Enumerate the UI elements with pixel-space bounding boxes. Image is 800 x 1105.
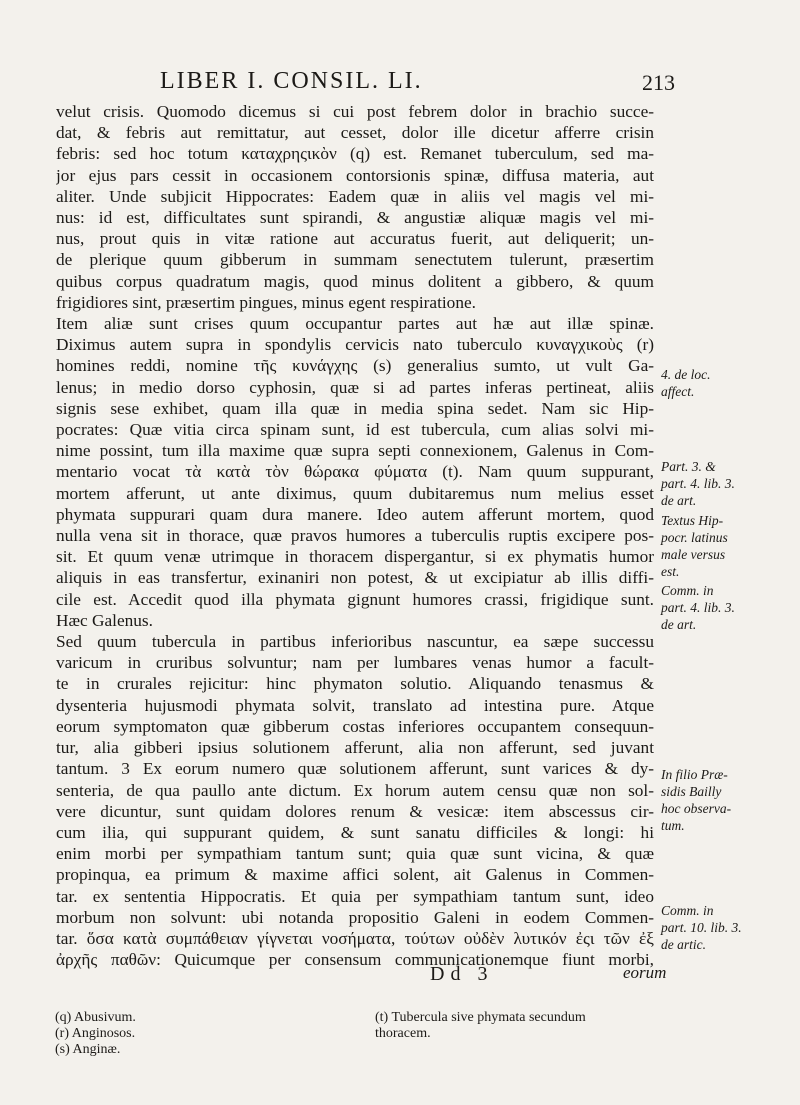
text-line: quibus corpus quadratum magis, quod minus dolitent a gibbero, & quum	[56, 271, 654, 291]
text-line: Diximus autem supra in spondylis cervicis nato tuberculo κυναγχικοὺς (r)	[56, 335, 654, 355]
text-line: mortem afferunt, ut ante diximus, quum dubitaremus num melius esset	[56, 483, 654, 503]
margin-note-line: de artic.	[661, 937, 706, 952]
footnote: (q) Abusivum.	[55, 1010, 136, 1025]
running-title: LIBER I. CONSIL. LI.	[160, 68, 423, 94]
margin-note-line: Comm. in	[661, 583, 714, 598]
text-line: vere dicuntur, sunt quidam dolores renum & vesicæ: item abscessus cir-	[56, 801, 654, 821]
text-line: tantum. 3 Ex eorum numero quæ solutionem afferunt, sunt varices & dy-	[56, 759, 654, 779]
margin-note-line: part. 4. lib. 3.	[661, 600, 735, 615]
margin-note-line: Part. 3. &	[661, 459, 716, 474]
margin-note-line: pocr. latinus	[661, 530, 728, 545]
text-line: homines reddi, nomine τῆς κυνάγχης (s) generalius sumto, ut vult Ga-	[56, 356, 654, 376]
text-line: de plerique quum gibberum in summam senectutem tulerunt, præsertim	[56, 250, 654, 270]
catchword: eorum	[623, 963, 667, 982]
text-line: tur, alia gibberi ipsius solutionem afferunt, alia non afferunt, sed juvant	[56, 738, 654, 758]
footnote: thoracem.	[375, 1026, 431, 1041]
signature-mark: Dd 3	[430, 963, 494, 985]
margin-note-line: 4. de loc.	[661, 367, 711, 382]
text-line: dat, & febris aut remittatur, aut cesset, dolor ille dicetur afferre crisin	[56, 123, 654, 143]
margin-note-line: In filio Præ-	[661, 767, 728, 782]
text-line: nime possint, tum illa maxime quæ supra septi connexionem, Galenus in Com-	[56, 441, 654, 461]
text-line: nulla vena sit in thorace, quæ pravos humores a tuberculis ruptis excipere pos-	[56, 526, 654, 546]
text-line: tar. ex sententia Hippocratis. Et quia per sympathiam tantum sunt, ideo	[56, 886, 654, 906]
margin-note-line: Textus Hip-	[661, 513, 724, 528]
margin-note-line: hoc observa-	[661, 801, 732, 816]
text-line: jor ejus pars cessit in occasionem contorsionis spinæ, diffusa materia, aut	[56, 165, 654, 185]
text-line: Item aliæ sunt crises quum occupantur partes aut hæ aut illæ spinæ.	[56, 314, 654, 334]
text-line: varicum in cruribus solvuntur; nam per lumbares venas humor a facult-	[56, 653, 654, 673]
text-line: febris: sed hoc totum καταχρηςικὸν (q) est. Remanet tuberculum, sed ma-	[56, 144, 654, 164]
text-line: frigidiores sint, præsertim pingues, minus egent respiratione.	[56, 292, 476, 312]
margin-note-line: part. 4. lib. 3.	[661, 476, 735, 491]
margin-note-line: part. 10. lib. 3.	[661, 920, 742, 935]
margin-note-line: sidis Bailly	[661, 784, 722, 799]
text-line: tar. ὅσα κατὰ συμπάθειαν γίγνεται νοσήματα, τούτων οὐδὲν λυτικόν ἐςι τῶν ἐξ	[56, 928, 654, 948]
margin-note-line: affect.	[661, 384, 695, 399]
margin-note	[661, 366, 711, 400]
text-line: Hæc Galenus.	[56, 610, 153, 630]
margin-note	[661, 512, 728, 580]
margin-note-line: male versus	[661, 547, 726, 562]
text-line: morbum non solvunt: ubi notanda propositio Galeni in eodem Commen-	[56, 907, 654, 927]
text-line: velut crisis. Quomodo dicemus si cui post febrem dolor in brachio succe-	[56, 102, 654, 121]
footnote: (s) Anginæ.	[55, 1042, 121, 1057]
text-line: sit. Et quum venæ utrimque in thoracem dispergantur, si ex phymatis humor	[56, 547, 654, 567]
margin-note	[661, 902, 742, 953]
text-line: dysenteria hujusmodi phymata solvit, translato ad intestina pure. Atque	[56, 695, 654, 715]
text-line: nus: id est, difficultates sunt spirandi, & angustiæ aliquæ magis vel mi-	[56, 208, 654, 228]
page-header	[40, 62, 675, 102]
margin-note-line: est.	[661, 564, 680, 579]
margin-note	[661, 582, 735, 633]
body-text	[56, 101, 654, 970]
text-line: aliquis in eas transfertur, exinaniri non potest, & ut excipiatur ab illis diffi-	[56, 568, 654, 588]
margin-note-line: tum.	[661, 818, 685, 833]
text-line: lenus; in medio dorso cyphosin, quæ si ad partes inferas pertineat, aliis	[56, 377, 654, 397]
text-line: mentario vocat τὰ κατὰ τὸν θώρακα φύματα (t). Nam quum suppurant,	[56, 462, 654, 482]
text-line: propinqua, ea primum & maxime affici solent, ait Galenus in Commen-	[56, 865, 654, 885]
margin-note-line: Comm. in	[661, 903, 714, 918]
text-line: senteria, de qua paullo ante dictum. Ex horum autem censu quæ non sol-	[56, 780, 654, 800]
text-line: te in crurales rejicitur: hinc phymaton solutio. Aliquando tenasmus &	[56, 674, 654, 694]
footnotes-left-column	[55, 1010, 136, 1058]
margin-note	[661, 458, 735, 509]
footnote: (r) Anginosos.	[55, 1026, 136, 1041]
text-line: cum ilia, qui suppurant quidem, & sunt sanatu difficiles & longi: hi	[56, 822, 654, 842]
footnote: (t) Tubercula sive phymata secundum	[375, 1010, 586, 1025]
text-line: ἀρχῆς παθῶν: Quicumque per consensum communicationemque fiunt morbi,	[56, 950, 654, 970]
text-line: cile est. Accedit quod illa phymata gignunt humores crassi, frigidique sunt.	[56, 589, 654, 609]
text-line: eorum symptomaton quæ gibberum costas inferiores occupantem consequun-	[56, 716, 654, 736]
text-line: phymata suppurari quam dura manere. Ideo autem afferunt mortem, quod	[56, 504, 654, 524]
margin-note	[661, 766, 731, 834]
text-line: signis sese exhibet, quam illa quæ in media spina sedet. Nam sic Hip-	[56, 398, 654, 418]
text-line: nus, prout quis in vitæ ratione aut accuratus fuerit, aut deliquerit; un-	[56, 229, 654, 249]
margin-note-line: de art.	[661, 617, 697, 632]
text-line: enim morbi per sympathiam tantum sunt; quia quæ sunt vicina, & quæ	[56, 844, 654, 864]
text-line: pocrates: Quæ vitia circa spinam sunt, id est tubercula, cum alias solvi mi-	[56, 420, 654, 440]
footnotes-right-column	[375, 1010, 675, 1042]
text-line: aliter. Unde subjicit Hippocrates: Eadem quæ in aliis vel magis vel mi-	[56, 186, 654, 206]
margin-note-line: de art.	[661, 493, 697, 508]
page-number: 213	[642, 70, 675, 95]
text-line: Sed quum tubercula in partibus inferioribus nascuntur, ea sæpe successu	[56, 632, 654, 652]
